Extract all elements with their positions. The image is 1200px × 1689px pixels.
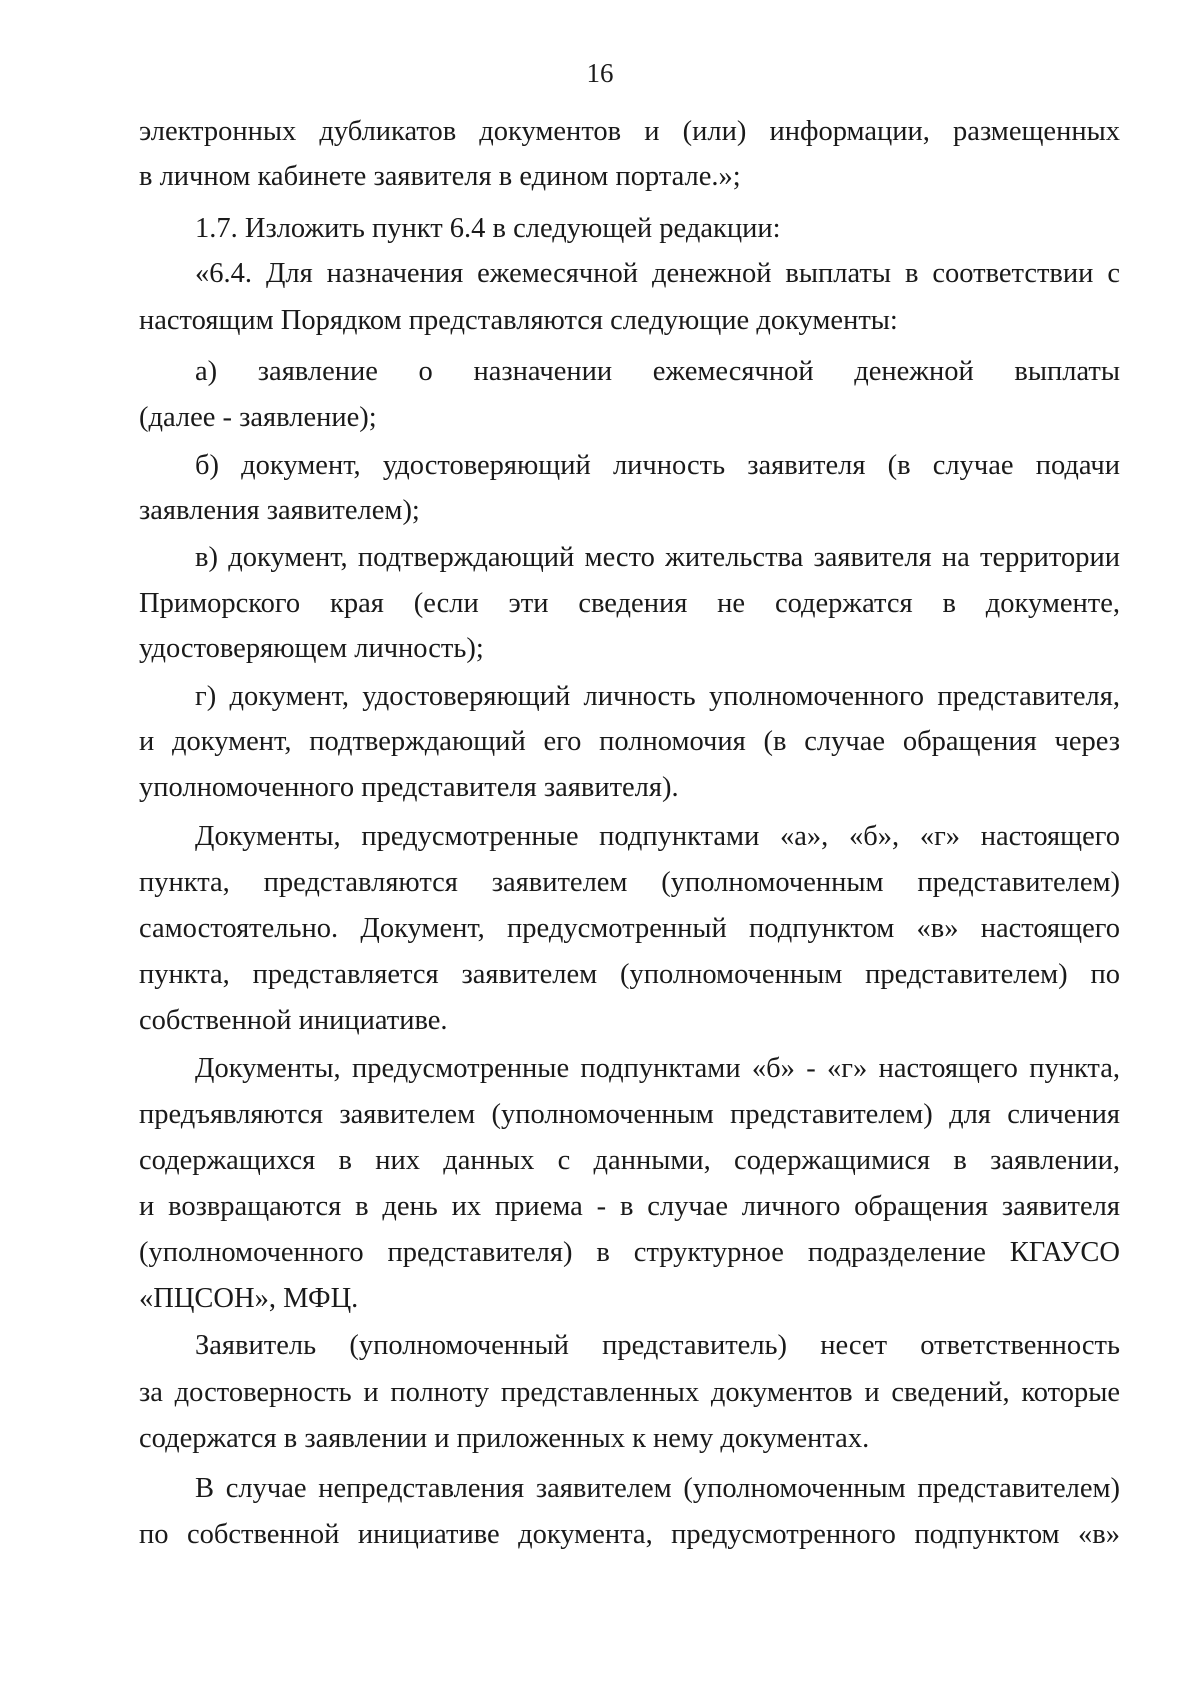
text-line: г) документ, удостоверяющий личность уполномоченного представителя,: [195, 681, 1120, 712]
text-line: в) документ, подтверждающий место жительства заявителя на территории: [195, 542, 1120, 573]
text-line: пункта, представляется заявителем (уполномоченным представителем) по: [139, 959, 1120, 990]
text-line: удостоверяющем личность);: [139, 633, 484, 664]
text-line: в личном кабинете заявителя в едином портале.»;: [139, 161, 741, 192]
text-line: «6.4. Для назначения ежемесячной денежной выплаты в соответствии с: [195, 258, 1120, 289]
page-number: 16: [586, 58, 614, 88]
text-line: по собственной инициативе документа, предусмотренного подпунктом «в»: [139, 1519, 1120, 1550]
text-line: а) заявление о назначении ежемесячной денежной выплаты: [195, 356, 1120, 387]
text-line: (далее - заявление);: [139, 402, 377, 433]
text-line: Документы, предусмотренные подпунктами «б» - «г» настоящего пункта,: [195, 1053, 1120, 1084]
text-line: и документ, подтверждающий его полномочия (в случае обращения через: [139, 726, 1120, 757]
text-line: (уполномоченного представителя) в структурное подразделение КГАУСО: [139, 1237, 1120, 1268]
text-line: В случае непредставления заявителем (уполномоченным представителем): [195, 1473, 1120, 1504]
text-line: содержащихся в них данных с данными, содержащимися в заявлении,: [139, 1145, 1120, 1176]
text-line: б) документ, удостоверяющий личность заявителя (в случае подачи: [195, 450, 1120, 481]
text-line: собственной инициативе.: [139, 1005, 448, 1036]
text-line: предъявляются заявителем (уполномоченным представителем) для сличения: [139, 1099, 1120, 1130]
text-line: Документы, предусмотренные подпунктами «а», «б», «г» настоящего: [195, 821, 1120, 852]
text-line: самостоятельно. Документ, предусмотренный подпунктом «в» настоящего: [139, 913, 1120, 944]
text-line: Заявитель (уполномоченный представитель) несет ответственность: [195, 1330, 1120, 1361]
text-line: электронных дубликатов документов и (или) информации, размещенных: [139, 116, 1120, 147]
text-line: пункта, представляются заявителем (уполномоченным представителем): [139, 867, 1120, 898]
text-line: уполномоченного представителя заявителя).: [139, 772, 679, 803]
text-line: настоящим Порядком представляются следующие документы:: [139, 305, 898, 336]
text-line: 1.7. Изложить пункт 6.4 в следующей редакции:: [195, 213, 781, 244]
text-line: и возвращаются в день их приема - в случае личного обращения заявителя: [139, 1191, 1120, 1222]
text-line: за достоверность и полноту представленных документов и сведений, которые: [139, 1377, 1120, 1408]
text-line: заявления заявителем);: [139, 495, 420, 526]
text-line: «ПЦСОН», МФЦ.: [139, 1283, 359, 1314]
text-line: содержатся в заявлении и приложенных к нему документах.: [139, 1423, 870, 1454]
text-line: Приморского края (если эти сведения не содержатся в документе,: [139, 588, 1120, 619]
